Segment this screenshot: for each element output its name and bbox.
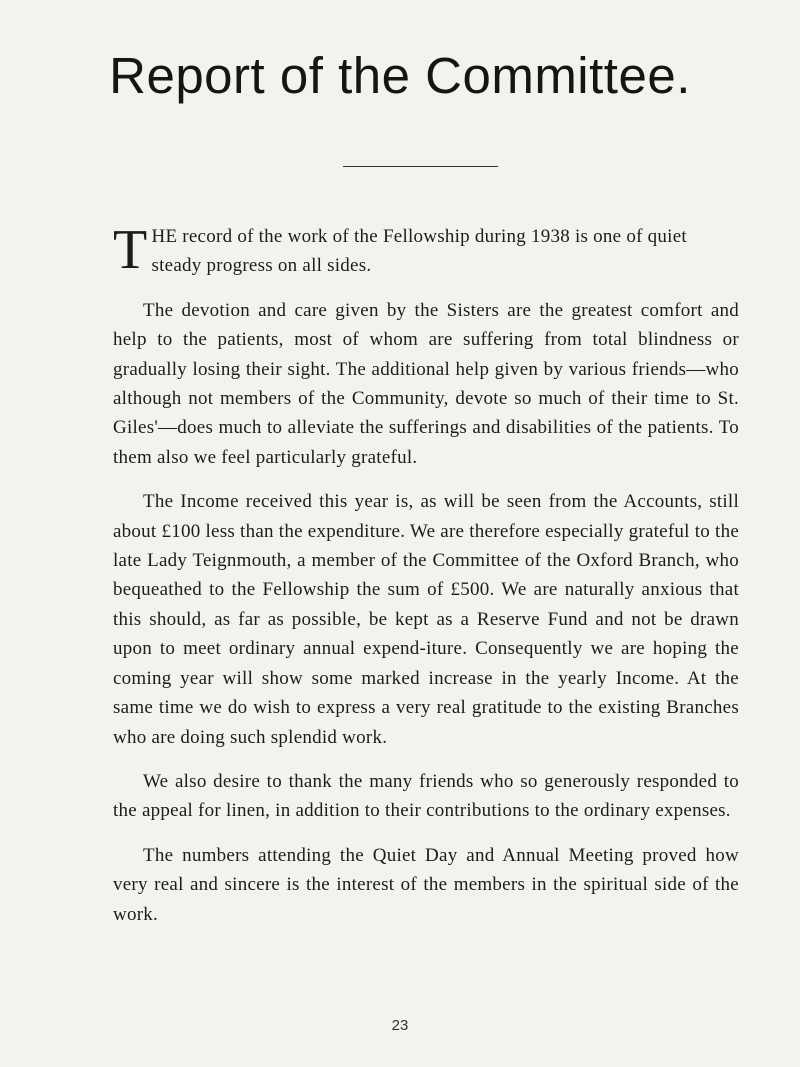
paragraph-1 <box>113 219 739 281</box>
paragraph-4: We also desire to thank the many friends who so generously responded to the appeal for linen, in addition to their contributions to the ordinary expenses. <box>113 770 739 822</box>
page-number: 23 <box>391 1017 409 1034</box>
drop-cap: T <box>113 219 148 281</box>
paragraph-5: The numbers attending the Quiet Day and Annual Meeting proved how very real and sincere is the interest of the members in the spiritual side of the work. <box>113 844 739 925</box>
paragraph-1-rest: steady progress on all sides. <box>151 255 372 277</box>
paragraph-1-first-line: HE record of the work of the Fellowship during 1938 is one of quiet <box>151 226 687 247</box>
page-title: Report of the Committee. <box>109 47 691 104</box>
report-body <box>113 219 739 944</box>
title-divider <box>343 166 498 167</box>
paragraph-3: The Income received this year is, as will be seen from the Accounts, still about £100 less than the expenditure. We are therefore especially grateful to the late Lady Teignmouth, a member of the Committee of the Oxford Branch, who bequeathed to the Fellowship the sum of £500. We are naturally anxious that this should, as far as possible, be kept as a Reserve Fund and not be drawn upon to meet ordinary annual expend-iture. Consequently we are hoping the coming year will show some marked increase in the yearly Income. At the same time we do wish to express a very real gratitude to the existing Branches who are doing such splendid work. <box>113 491 739 748</box>
paragraph-2: The devotion and care given by the Sisters are the greatest comfort and help to the patients, most of whom are suffering from total blindness or gradually losing their sight. The additional help given by various friends—who although not members of the Community, devote so much of their time to St. Giles'—does much to alleviate the sufferings and disabilities of the patients. To them also we feel particularly grateful. <box>113 299 739 468</box>
